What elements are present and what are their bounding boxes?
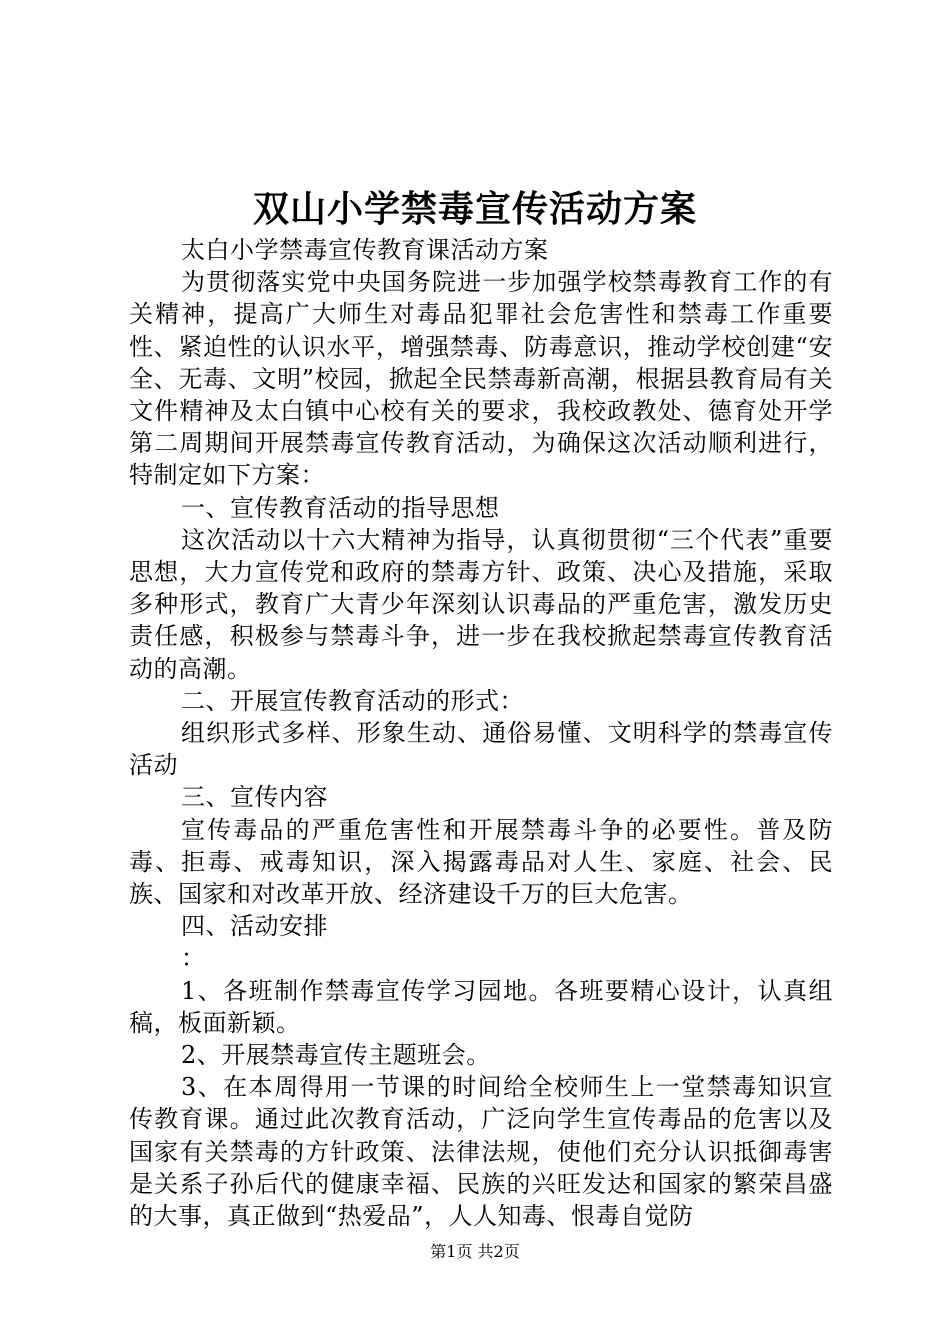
body-paragraph: ： [181,944,206,973]
section-heading: 四、活动安排 [181,912,328,941]
list-item: 3、在本周得用一节课的时间给全校师生上一堂禁毒知识宣传教育课。通过此次教育活动，广泛向学生宣传毒品的危害以及国家有关禁毒的方针政策、法律法规，使他们充分认识抵御毒害是关系子孙后代的健康幸福、民族的兴旺发达和国家的繁荣昌盛的大事，真正做到“热爱品”，人人知毒、恨毒自觉防 [129,1073,833,1231]
body-paragraph: 为贯彻落实党中央国务院进一步加强学校禁毒教育工作的有关精神，提高广大师生对毒品犯罪社会危害性和禁毒工作重要性、紧迫性的认识水平，增强禁毒、防毒意识，推动学校创建“安全、无毒、文明”校园，掀起全民禁毒新高潮，根据县教育局有关文件精神及太白镇中心校有关的要求，我校政教处、德育处开学第二周期间开展禁毒宣传教育活动，为确保这次活动顺利进行，特制定如下方案： [129,268,833,490]
document-title: 双山小学禁毒宣传活动方案 [252,188,697,230]
list-item: 2、开展禁毒宣传主题班会。 [181,1041,491,1070]
section-heading: 一、宣传教育活动的指导思想 [181,493,500,522]
page-footer: 第1页 共2页 [430,1242,520,1261]
section-heading: 二、开展宣传教育活动的形式： [181,686,524,715]
body-paragraph: 组织形式多样、形象生动、通俗易懂、文明科学的禁毒宣传活动 [129,719,833,780]
document-body [129,234,833,1232]
body-paragraph: 宣传毒品的严重危害性和开展禁毒斗争的必要性。普及防毒、拒毒、戒毒知识，深入揭露毒品对人生、家庭、社会、民族、国家和对改革开放、经济建设千万的巨大危害。 [129,815,833,909]
body-paragraph: 这次活动以十六大精神为指导，认真彻贯彻“三个代表”重要思想，大力宣传党和政府的禁毒方针、政策、决心及措施，采取多种形式，教育广大青少年深刻认识毒品的严重危害，激发历史责任感，积极参与禁毒斗争，进一步在我校掀起禁毒宣传教育活动的高潮。 [129,525,833,683]
body-paragraph: 太白小学禁毒宣传教育课活动方案 [181,236,549,264]
list-item: 1、各班制作禁毒宣传学习园地。各班要精心设计，认真组稿，板面新颖。 [129,976,833,1037]
section-heading: 三、宣传内容 [181,783,328,812]
